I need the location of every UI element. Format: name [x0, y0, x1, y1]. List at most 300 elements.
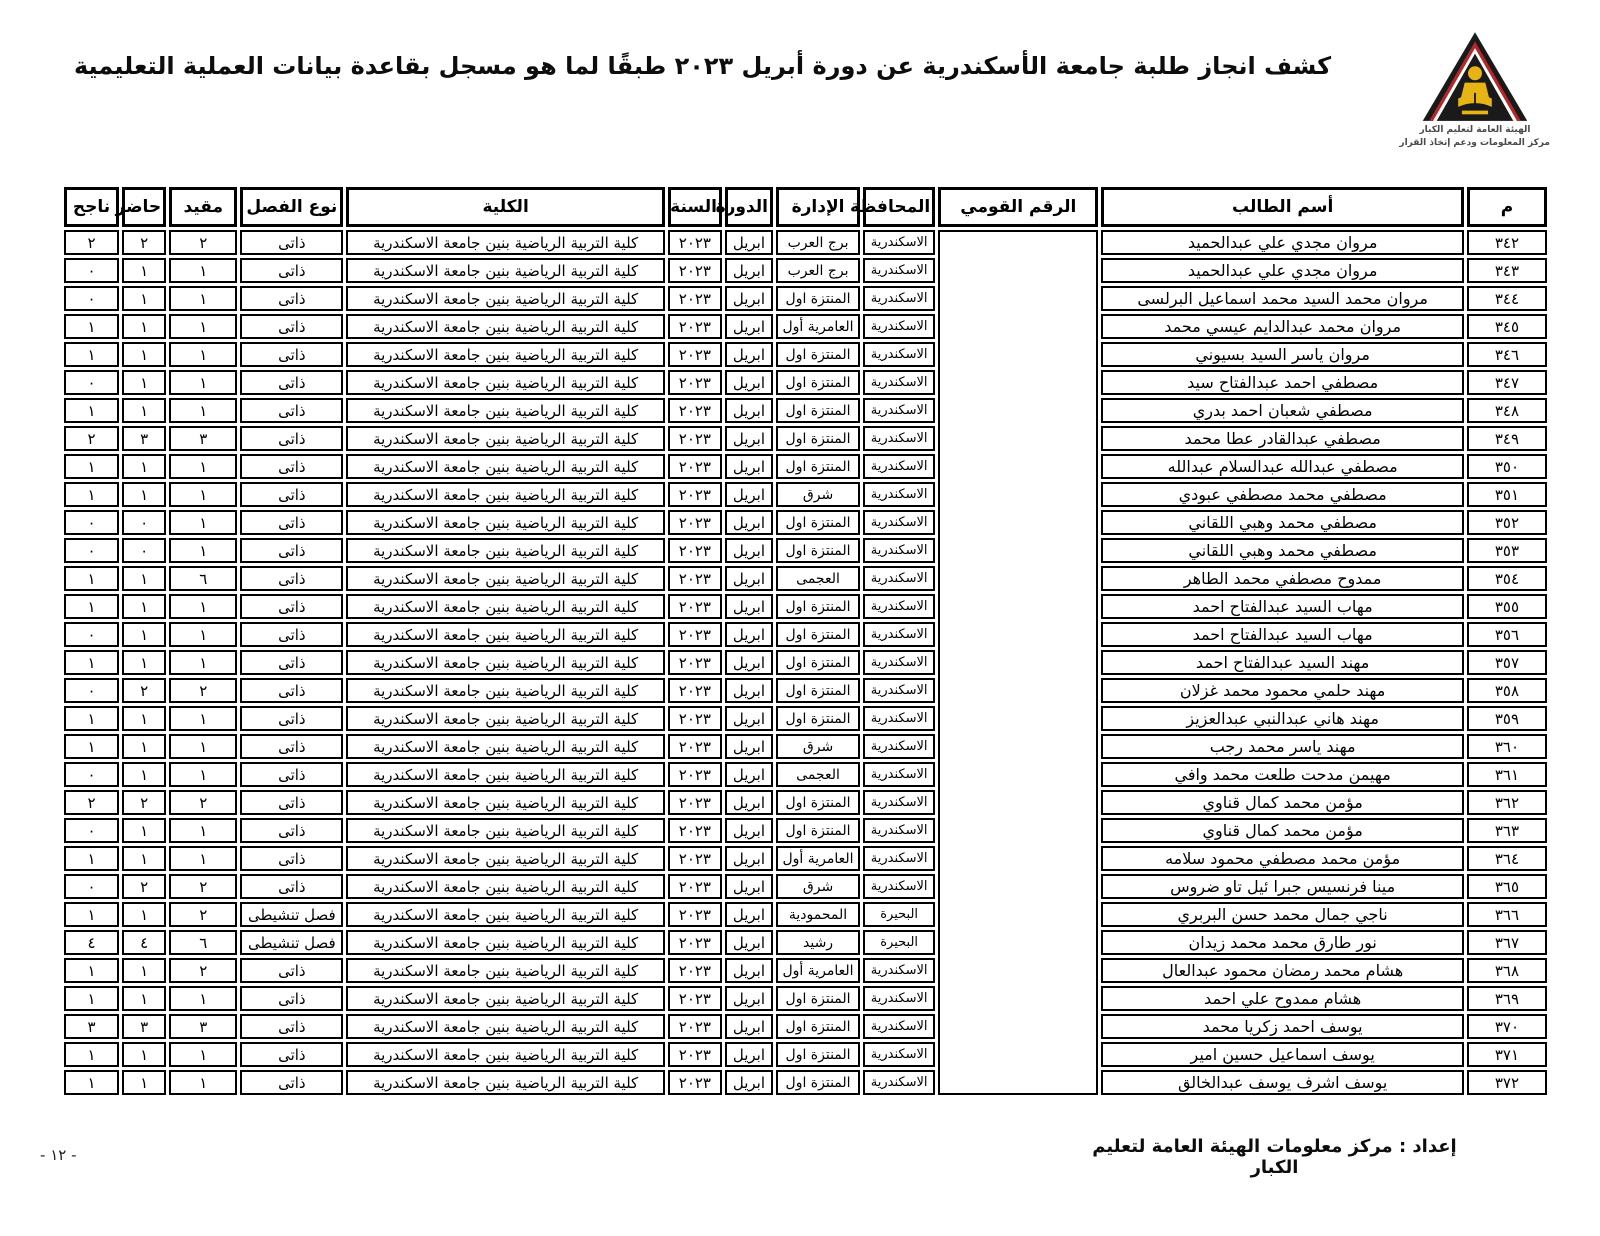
cell-attended: ١	[122, 398, 166, 423]
cell-year: ٢٠٢٣	[668, 482, 722, 507]
cell-faculty: كلية التربية الرياضية بنين جامعة الاسكندرية	[346, 958, 664, 983]
cell-student-name: مروان محمد عبدالدايم عيسي محمد	[1101, 314, 1463, 339]
col-header-attended: حاضر	[122, 187, 166, 227]
col-header-session: الدورة	[725, 187, 773, 227]
cell-governorate: الاسكندرية	[863, 1070, 935, 1095]
cell-attended: ١	[122, 454, 166, 479]
cell-serial: ٣٦٥	[1467, 874, 1547, 899]
cell-attended: ١	[122, 622, 166, 647]
cell-year: ٢٠٢٣	[668, 510, 722, 535]
cell-attended: ١	[122, 258, 166, 283]
cell-administration: برج العرب	[776, 230, 860, 255]
cell-administration: المنتزة اول	[776, 454, 860, 479]
cell-administration: شرق	[776, 482, 860, 507]
cell-attended: ١	[122, 566, 166, 591]
cell-session: ابريل	[725, 314, 773, 339]
cell-administration: المنتزة اول	[776, 1014, 860, 1039]
cell-student-name: يوسف اشرف يوسف عبدالخالق	[1101, 1070, 1463, 1095]
cell-student-name: مهاب السيد عبدالفتاح احمد	[1101, 622, 1463, 647]
cell-faculty: كلية التربية الرياضية بنين جامعة الاسكندرية	[346, 594, 664, 619]
cell-faculty: كلية التربية الرياضية بنين جامعة الاسكندرية	[346, 454, 664, 479]
cell-passed: ١	[64, 706, 119, 731]
cell-year: ٢٠٢٣	[668, 846, 722, 871]
cell-enrolled: ٢	[169, 958, 237, 983]
cell-passed: ١	[64, 902, 119, 927]
cell-serial: ٣٥٦	[1467, 622, 1547, 647]
cell-administration: المنتزة اول	[776, 986, 860, 1011]
cell-enrolled: ١	[169, 482, 237, 507]
cell-enrolled: ١	[169, 650, 237, 675]
cell-enrolled: ١	[169, 314, 237, 339]
cell-year: ٢٠٢٣	[668, 790, 722, 815]
cell-enrolled: ١	[169, 286, 237, 311]
cell-student-name: يوسف احمد زكريا محمد	[1101, 1014, 1463, 1039]
cell-serial: ٣٤٣	[1467, 258, 1547, 283]
cell-attended: ٢	[122, 678, 166, 703]
cell-governorate: الاسكندرية	[863, 706, 935, 731]
cell-passed: ١	[64, 566, 119, 591]
cell-year: ٢٠٢٣	[668, 594, 722, 619]
col-header-year: السنة	[668, 187, 722, 227]
cell-class-type: ذاتى	[240, 1014, 343, 1039]
cell-faculty: كلية التربية الرياضية بنين جامعة الاسكندرية	[346, 342, 664, 367]
cell-attended: ١	[122, 902, 166, 927]
cell-serial: ٣٤٥	[1467, 314, 1547, 339]
cell-administration: المنتزة اول	[776, 370, 860, 395]
cell-enrolled: ١	[169, 538, 237, 563]
cell-governorate: الاسكندرية	[863, 594, 935, 619]
cell-administration: المحمودية	[776, 902, 860, 927]
logo-org-line2: مركز المعلومات ودعم إتخاذ القرار	[1399, 138, 1550, 149]
cell-serial: ٣٥٩	[1467, 706, 1547, 731]
cell-year: ٢٠٢٣	[668, 258, 722, 283]
cell-session: ابريل	[725, 510, 773, 535]
cell-governorate: الاسكندرية	[863, 622, 935, 647]
cell-administration: العجمى	[776, 566, 860, 591]
cell-faculty: كلية التربية الرياضية بنين جامعة الاسكندرية	[346, 622, 664, 647]
cell-enrolled: ١	[169, 594, 237, 619]
cell-faculty: كلية التربية الرياضية بنين جامعة الاسكندرية	[346, 510, 664, 535]
cell-attended: ١	[122, 1070, 166, 1095]
cell-enrolled: ١	[169, 706, 237, 731]
cell-passed: ١	[64, 342, 119, 367]
cell-faculty: كلية التربية الرياضية بنين جامعة الاسكندرية	[346, 762, 664, 787]
cell-passed: ١	[64, 1070, 119, 1095]
cell-class-type: ذاتى	[240, 426, 343, 451]
cell-student-name: مؤمن محمد كمال قناوي	[1101, 818, 1463, 843]
cell-student-name: مهند حلمي محمود محمد غزلان	[1101, 678, 1463, 703]
cell-enrolled: ٢	[169, 902, 237, 927]
cell-session: ابريل	[725, 538, 773, 563]
cell-passed: ١	[64, 314, 119, 339]
cell-student-name: مينا فرنسيس جبرا ئيل تاو ضروس	[1101, 874, 1463, 899]
cell-enrolled: ١	[169, 342, 237, 367]
cell-session: ابريل	[725, 734, 773, 759]
cell-year: ٢٠٢٣	[668, 426, 722, 451]
organization-logo	[1400, 30, 1550, 150]
cell-class-type: ذاتى	[240, 818, 343, 843]
table-row	[64, 454, 1547, 479]
cell-enrolled: ١	[169, 258, 237, 283]
table-row	[64, 818, 1547, 843]
cell-attended: ١	[122, 314, 166, 339]
report-header	[0, 52, 1405, 80]
cell-serial: ٣٥٨	[1467, 678, 1547, 703]
cell-governorate: الاسكندرية	[863, 818, 935, 843]
cell-class-type: ذاتى	[240, 370, 343, 395]
cell-class-type: ذاتى	[240, 790, 343, 815]
cell-student-name: يوسف اسماعيل حسين امير	[1101, 1042, 1463, 1067]
cell-year: ٢٠٢٣	[668, 650, 722, 675]
cell-student-name: مصطفي محمد وهبي اللقاني	[1101, 538, 1463, 563]
cell-faculty: كلية التربية الرياضية بنين جامعة الاسكندرية	[346, 1070, 664, 1095]
cell-enrolled: ١	[169, 1042, 237, 1067]
cell-class-type: ذاتى	[240, 734, 343, 759]
table-row	[64, 846, 1547, 871]
cell-year: ٢٠٢٣	[668, 342, 722, 367]
cell-passed: ٤	[64, 930, 119, 955]
cell-serial: ٣٥٥	[1467, 594, 1547, 619]
cell-year: ٢٠٢٣	[668, 986, 722, 1011]
cell-administration: العجمى	[776, 762, 860, 787]
cell-enrolled: ١	[169, 846, 237, 871]
table-row	[64, 678, 1547, 703]
cell-serial: ٣٥٠	[1467, 454, 1547, 479]
cell-year: ٢٠٢٣	[668, 454, 722, 479]
cell-governorate: البحيرة	[863, 930, 935, 955]
col-header-student-name: أسم الطالب	[1101, 187, 1463, 227]
col-header-governorate: المحافظة	[863, 187, 935, 227]
cell-passed: ٠	[64, 762, 119, 787]
cell-serial: ٣٥٢	[1467, 510, 1547, 535]
cell-governorate: الاسكندرية	[863, 370, 935, 395]
table-row	[64, 958, 1547, 983]
cell-class-type: ذاتى	[240, 538, 343, 563]
cell-administration: المنتزة اول	[776, 426, 860, 451]
cell-governorate: الاسكندرية	[863, 1014, 935, 1039]
cell-student-name: مهند السيد عبدالفتاح احمد	[1101, 650, 1463, 675]
cell-serial: ٣٤٦	[1467, 342, 1547, 367]
cell-governorate: الاسكندرية	[863, 482, 935, 507]
cell-enrolled: ١	[169, 398, 237, 423]
table-row	[64, 902, 1547, 927]
cell-governorate: الاسكندرية	[863, 678, 935, 703]
cell-enrolled: ١	[169, 1070, 237, 1095]
cell-serial: ٣٦٠	[1467, 734, 1547, 759]
table-row	[64, 286, 1547, 311]
cell-student-name: مروان مجدي علي عبدالحميد	[1101, 230, 1463, 255]
cell-enrolled: ١	[169, 510, 237, 535]
cell-faculty: كلية التربية الرياضية بنين جامعة الاسكندرية	[346, 734, 664, 759]
cell-serial: ٣٤٧	[1467, 370, 1547, 395]
cell-passed: ١	[64, 398, 119, 423]
cell-faculty: كلية التربية الرياضية بنين جامعة الاسكندرية	[346, 930, 664, 955]
cell-passed: ٠	[64, 258, 119, 283]
cell-passed: ١	[64, 650, 119, 675]
cell-session: ابريل	[725, 230, 773, 255]
cell-administration: المنتزة اول	[776, 538, 860, 563]
cell-student-name: ناجي جمال محمد حسن البربري	[1101, 902, 1463, 927]
cell-class-type: ذاتى	[240, 1042, 343, 1067]
cell-attended: ١	[122, 482, 166, 507]
cell-attended: ١	[122, 986, 166, 1011]
cell-year: ٢٠٢٣	[668, 1070, 722, 1095]
cell-class-type: ذاتى	[240, 454, 343, 479]
cell-serial: ٣٦٢	[1467, 790, 1547, 815]
cell-administration: المنتزة اول	[776, 790, 860, 815]
cell-passed: ٢	[64, 230, 119, 255]
table-row	[64, 314, 1547, 339]
cell-governorate: الاسكندرية	[863, 846, 935, 871]
cell-enrolled: ١	[169, 986, 237, 1011]
cell-faculty: كلية التربية الرياضية بنين جامعة الاسكندرية	[346, 286, 664, 311]
cell-faculty: كلية التربية الرياضية بنين جامعة الاسكندرية	[346, 1014, 664, 1039]
cell-faculty: كلية التربية الرياضية بنين جامعة الاسكندرية	[346, 314, 664, 339]
cell-session: ابريل	[725, 622, 773, 647]
table-row	[64, 538, 1547, 563]
cell-session: ابريل	[725, 566, 773, 591]
col-header-faculty: الكلية	[346, 187, 664, 227]
cell-administration: رشيد	[776, 930, 860, 955]
cell-year: ٢٠٢٣	[668, 566, 722, 591]
cell-session: ابريل	[725, 594, 773, 619]
cell-serial: ٣٦٩	[1467, 986, 1547, 1011]
cell-enrolled: ١	[169, 622, 237, 647]
cell-session: ابريل	[725, 846, 773, 871]
cell-governorate: الاسكندرية	[863, 398, 935, 423]
cell-governorate: الاسكندرية	[863, 426, 935, 451]
cell-governorate: الاسكندرية	[863, 286, 935, 311]
cell-passed: ١	[64, 454, 119, 479]
cell-class-type: ذاتى	[240, 398, 343, 423]
table-row	[64, 930, 1547, 955]
cell-year: ٢٠٢٣	[668, 1042, 722, 1067]
page-number: - ١٢ -	[40, 1146, 77, 1164]
cell-faculty: كلية التربية الرياضية بنين جامعة الاسكندرية	[346, 706, 664, 731]
table-row	[64, 1042, 1547, 1067]
cell-passed: ٠	[64, 286, 119, 311]
cell-governorate: الاسكندرية	[863, 650, 935, 675]
cell-student-name: مصطفي محمد مصطفي عبودي	[1101, 482, 1463, 507]
cell-attended: ٤	[122, 930, 166, 955]
cell-serial: ٣٦٧	[1467, 930, 1547, 955]
cell-passed: ٢	[64, 790, 119, 815]
cell-attended: ١	[122, 762, 166, 787]
cell-administration: المنتزة اول	[776, 678, 860, 703]
table-row	[64, 1070, 1547, 1095]
cell-faculty: كلية التربية الرياضية بنين جامعة الاسكندرية	[346, 426, 664, 451]
cell-faculty: كلية التربية الرياضية بنين جامعة الاسكندرية	[346, 986, 664, 1011]
cell-class-type: فصل تنشيطى	[240, 902, 343, 927]
cell-attended: ١	[122, 818, 166, 843]
cell-session: ابريل	[725, 706, 773, 731]
cell-year: ٢٠٢٣	[668, 678, 722, 703]
col-header-class-type: نوع الفصل	[240, 187, 343, 227]
cell-year: ٢٠٢٣	[668, 762, 722, 787]
cell-administration: المنتزة اول	[776, 510, 860, 535]
table-row	[64, 734, 1547, 759]
cell-session: ابريل	[725, 818, 773, 843]
cell-session: ابريل	[725, 678, 773, 703]
cell-attended: ١	[122, 286, 166, 311]
cell-enrolled: ٢	[169, 678, 237, 703]
cell-class-type: ذاتى	[240, 1070, 343, 1095]
cell-faculty: كلية التربية الرياضية بنين جامعة الاسكندرية	[346, 370, 664, 395]
cell-session: ابريل	[725, 454, 773, 479]
cell-administration: شرق	[776, 874, 860, 899]
cell-enrolled: ١	[169, 818, 237, 843]
cell-serial: ٣٦١	[1467, 762, 1547, 787]
cell-faculty: كلية التربية الرياضية بنين جامعة الاسكندرية	[346, 538, 664, 563]
cell-attended: ١	[122, 650, 166, 675]
cell-session: ابريل	[725, 258, 773, 283]
table-row	[64, 622, 1547, 647]
table-row	[64, 258, 1547, 283]
cell-passed: ٠	[64, 622, 119, 647]
cell-year: ٢٠٢٣	[668, 538, 722, 563]
cell-faculty: كلية التربية الرياضية بنين جامعة الاسكندرية	[346, 818, 664, 843]
cell-attended: ١	[122, 1042, 166, 1067]
cell-session: ابريل	[725, 650, 773, 675]
cell-passed: ٠	[64, 370, 119, 395]
cell-class-type: ذاتى	[240, 762, 343, 787]
cell-student-name: هشام محمد رمضان محمود عبدالعال	[1101, 958, 1463, 983]
cell-passed: ١	[64, 594, 119, 619]
cell-passed: ١	[64, 958, 119, 983]
cell-administration: المنتزة اول	[776, 1070, 860, 1095]
cell-passed: ٢	[64, 426, 119, 451]
cell-class-type: ذاتى	[240, 678, 343, 703]
cell-serial: ٣٧١	[1467, 1042, 1547, 1067]
cell-administration: المنتزة اول	[776, 1042, 860, 1067]
cell-session: ابريل	[725, 1014, 773, 1039]
cell-administration: العامرية أول	[776, 958, 860, 983]
cell-student-name: مهاب السيد عبدالفتاح احمد	[1101, 594, 1463, 619]
cell-student-name: مروان محمد السيد محمد اسماعيل البرلسى	[1101, 286, 1463, 311]
cell-attended: ٠	[122, 510, 166, 535]
cell-faculty: كلية التربية الرياضية بنين جامعة الاسكندرية	[346, 902, 664, 927]
cell-class-type: ذاتى	[240, 706, 343, 731]
cell-attended: ١	[122, 370, 166, 395]
cell-session: ابريل	[725, 902, 773, 927]
table-row	[64, 594, 1547, 619]
col-header-national-id: الرقم القومي	[938, 187, 1098, 227]
cell-serial: ٣٥١	[1467, 482, 1547, 507]
cell-passed: ١	[64, 1042, 119, 1067]
cell-governorate: الاسكندرية	[863, 986, 935, 1011]
table-row	[64, 342, 1547, 367]
cell-attended: ٣	[122, 426, 166, 451]
cell-session: ابريل	[725, 342, 773, 367]
table-row	[64, 650, 1547, 675]
cell-year: ٢٠٢٣	[668, 818, 722, 843]
cell-serial: ٣٤٩	[1467, 426, 1547, 451]
cell-attended: ١	[122, 734, 166, 759]
cell-attended: ٠	[122, 538, 166, 563]
col-header-enrolled: مقيد	[169, 187, 237, 227]
cell-governorate: الاسكندرية	[863, 1042, 935, 1067]
cell-serial: ٣٧٠	[1467, 1014, 1547, 1039]
cell-faculty: كلية التربية الرياضية بنين جامعة الاسكندرية	[346, 566, 664, 591]
cell-governorate: الاسكندرية	[863, 958, 935, 983]
cell-governorate: الاسكندرية	[863, 230, 935, 255]
cell-class-type: ذاتى	[240, 314, 343, 339]
cell-faculty: كلية التربية الرياضية بنين جامعة الاسكندرية	[346, 1042, 664, 1067]
cell-session: ابريل	[725, 986, 773, 1011]
cell-session: ابريل	[725, 482, 773, 507]
cell-class-type: ذاتى	[240, 510, 343, 535]
cell-serial: ٣٥٧	[1467, 650, 1547, 675]
table-row	[64, 426, 1547, 451]
cell-enrolled: ٦	[169, 930, 237, 955]
cell-passed: ٠	[64, 510, 119, 535]
cell-class-type: ذاتى	[240, 594, 343, 619]
cell-faculty: كلية التربية الرياضية بنين جامعة الاسكندرية	[346, 398, 664, 423]
cell-year: ٢٠٢٣	[668, 622, 722, 647]
cell-administration: المنتزة اول	[776, 706, 860, 731]
cell-student-name: مؤمن محمد كمال قناوي	[1101, 790, 1463, 815]
cell-class-type: ذاتى	[240, 622, 343, 647]
cell-enrolled: ٢	[169, 230, 237, 255]
table-row	[64, 790, 1547, 815]
cell-session: ابريل	[725, 398, 773, 423]
cell-session: ابريل	[725, 930, 773, 955]
cell-enrolled: ٣	[169, 1014, 237, 1039]
page-title: كشف انجاز طلبة جامعة الأسكندرية عن دورة أبريل ٢٠٢٣ طبقًا لما هو مسجل بقاعدة بيانات العملية التعليمية	[73, 52, 1332, 80]
cell-year: ٢٠٢٣	[668, 706, 722, 731]
cell-student-name: نور طارق محمد محمد زيدان	[1101, 930, 1463, 955]
cell-administration: المنتزة اول	[776, 286, 860, 311]
cell-serial: ٣٤٨	[1467, 398, 1547, 423]
cell-faculty: كلية التربية الرياضية بنين جامعة الاسكندرية	[346, 482, 664, 507]
cell-administration: المنتزة اول	[776, 818, 860, 843]
cell-attended: ١	[122, 706, 166, 731]
cell-session: ابريل	[725, 762, 773, 787]
cell-class-type: ذاتى	[240, 566, 343, 591]
cell-class-type: ذاتى	[240, 958, 343, 983]
cell-serial: ٣٤٤	[1467, 286, 1547, 311]
cell-class-type: ذاتى	[240, 650, 343, 675]
cell-session: ابريل	[725, 426, 773, 451]
cell-administration: المنتزة اول	[776, 622, 860, 647]
cell-administration: العامرية أول	[776, 314, 860, 339]
student-table-body	[64, 230, 1547, 1095]
cell-year: ٢٠٢٣	[668, 398, 722, 423]
cell-serial: ٣٦٤	[1467, 846, 1547, 871]
cell-enrolled: ٣	[169, 426, 237, 451]
cell-student-name: مؤمن محمد مصطفي محمود سلامه	[1101, 846, 1463, 871]
col-header-serial: م	[1467, 187, 1547, 227]
cell-governorate: الاسكندرية	[863, 566, 935, 591]
cell-governorate: الاسكندرية	[863, 790, 935, 815]
cell-passed: ١	[64, 846, 119, 871]
cell-faculty: كلية التربية الرياضية بنين جامعة الاسكندرية	[346, 258, 664, 283]
cell-governorate: الاسكندرية	[863, 874, 935, 899]
students-report-table-container	[61, 184, 1550, 1098]
cell-serial: ٣٤٢	[1467, 230, 1547, 255]
cell-student-name: مروان ياسر السيد بسيوني	[1101, 342, 1463, 367]
cell-enrolled: ١	[169, 454, 237, 479]
cell-class-type: فصل تنشيطى	[240, 930, 343, 955]
cell-year: ٢٠٢٣	[668, 902, 722, 927]
table-row	[64, 762, 1547, 787]
prepared-by-note: إعداد : مركز معلومات الهيئة العامة لتعليم الكبار	[1092, 1136, 1457, 1178]
cell-student-name: مصطفي محمد وهبي اللقاني	[1101, 510, 1463, 535]
cell-serial: ٣٦٣	[1467, 818, 1547, 843]
cell-attended: ٢	[122, 874, 166, 899]
cell-year: ٢٠٢٣	[668, 286, 722, 311]
cell-session: ابريل	[725, 790, 773, 815]
